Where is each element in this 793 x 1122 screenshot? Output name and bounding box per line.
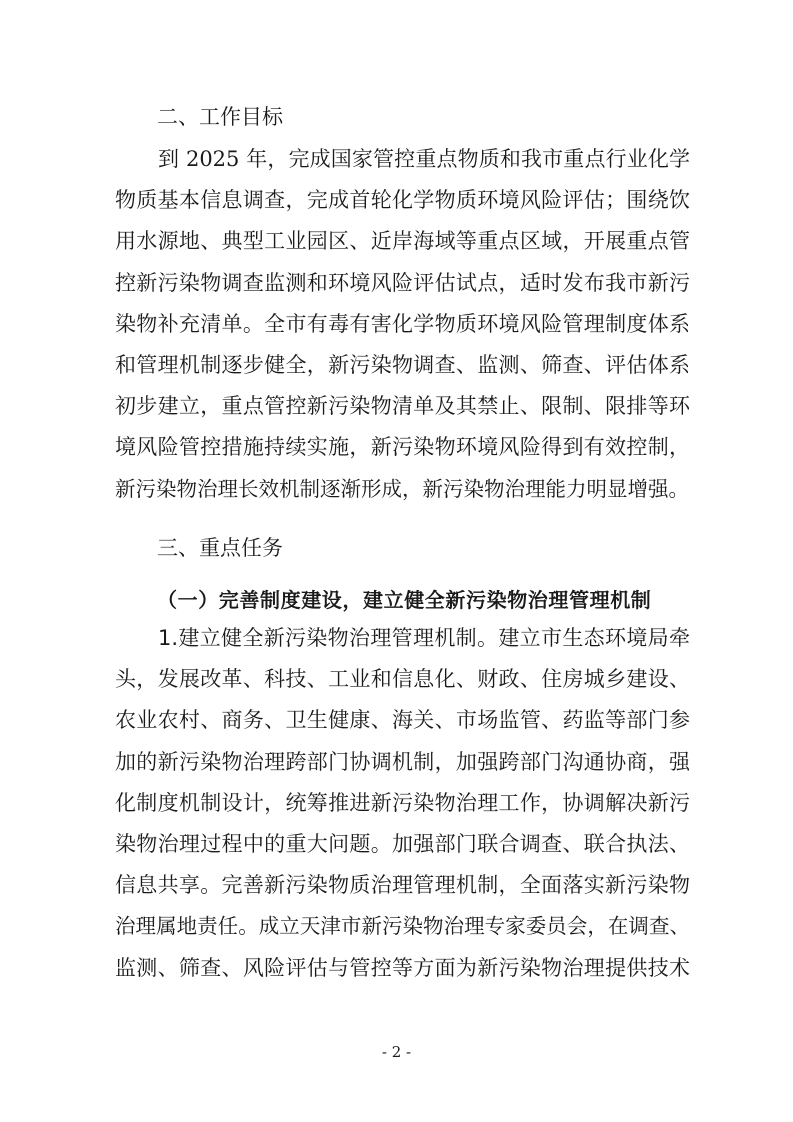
paragraph-line: 染物治理过程中的重大问题。加强部门联合调查、联合执法、 [115,831,690,856]
section-two-paragraph [115,139,690,510]
paragraph-line: 头，发展改革、科技、工业和信息化、财政、住房城乡建设、 [115,667,690,692]
item-lead-rest: 建立市生态环境局牵 [498,626,690,650]
paragraph-line: 信息共享。完善新污染物质治理管理机制，全面落实新污染物 [115,873,690,898]
paragraph-line: 化制度机制设计，统筹推进新污染物治理工作，协调解决新污 [115,790,690,815]
paragraph-line: 到 2025 年，完成国家管控重点物质和我市重点行业化学 [158,147,690,171]
paragraph-line: 控新污染物调查监测和环境风险评估试点，适时发布我市新污 [115,270,690,295]
paragraph-line: 和管理机制逐步健全，新污染物调查、监测、筛查、评估体系 [115,352,690,377]
paragraph-first-line [115,618,690,659]
paragraph-line: 新污染物治理长效机制逐渐形成，新污染物治理能力明显增强。 [115,476,689,501]
paragraph-line: 物质基本信息调查，完成首轮化学物质环境风险评估；围绕饮 [115,188,690,213]
paragraph-line: 加的新污染物治理跨部门协调机制，加强跨部门沟通协商，强 [115,749,690,774]
item-lead-text: 1.建立健全新污染物治理管理机制。 [158,626,499,650]
paragraph-line: 初步建立，重点管控新污染物清单及其禁止、限制、限排等环 [115,394,690,419]
page-number: - 2 - [381,1043,412,1061]
section-heading-key-tasks: 三、重点任务 [157,536,283,560]
subsection-heading: （一）完善制度建设，建立健全新污染物治理管理机制 [157,588,652,612]
section-three-paragraph [115,618,690,989]
paragraph-line: 治理属地责任。成立天津市新污染物治理专家委员会，在调查、 [115,914,690,939]
paragraph-line: 农业农村、商务、卫生健康、海关、市场监管、药监等部门参 [115,708,690,733]
section-heading-work-goals: 二、工作目标 [157,105,283,129]
paragraph-line: 用水源地、典型工业园区、近岸海域等重点区域，开展重点管 [115,229,690,254]
paragraph-line: 监测、筛查、风险评估与管控等方面为新污染物治理提供技术 [115,955,690,980]
paragraph-line: 境风险管控措施持续实施，新污染物环境风险得到有效控制， [115,435,690,460]
paragraph-line: 染物补充清单。全市有毒有害化学物质环境风险管理制度体系 [115,311,690,336]
